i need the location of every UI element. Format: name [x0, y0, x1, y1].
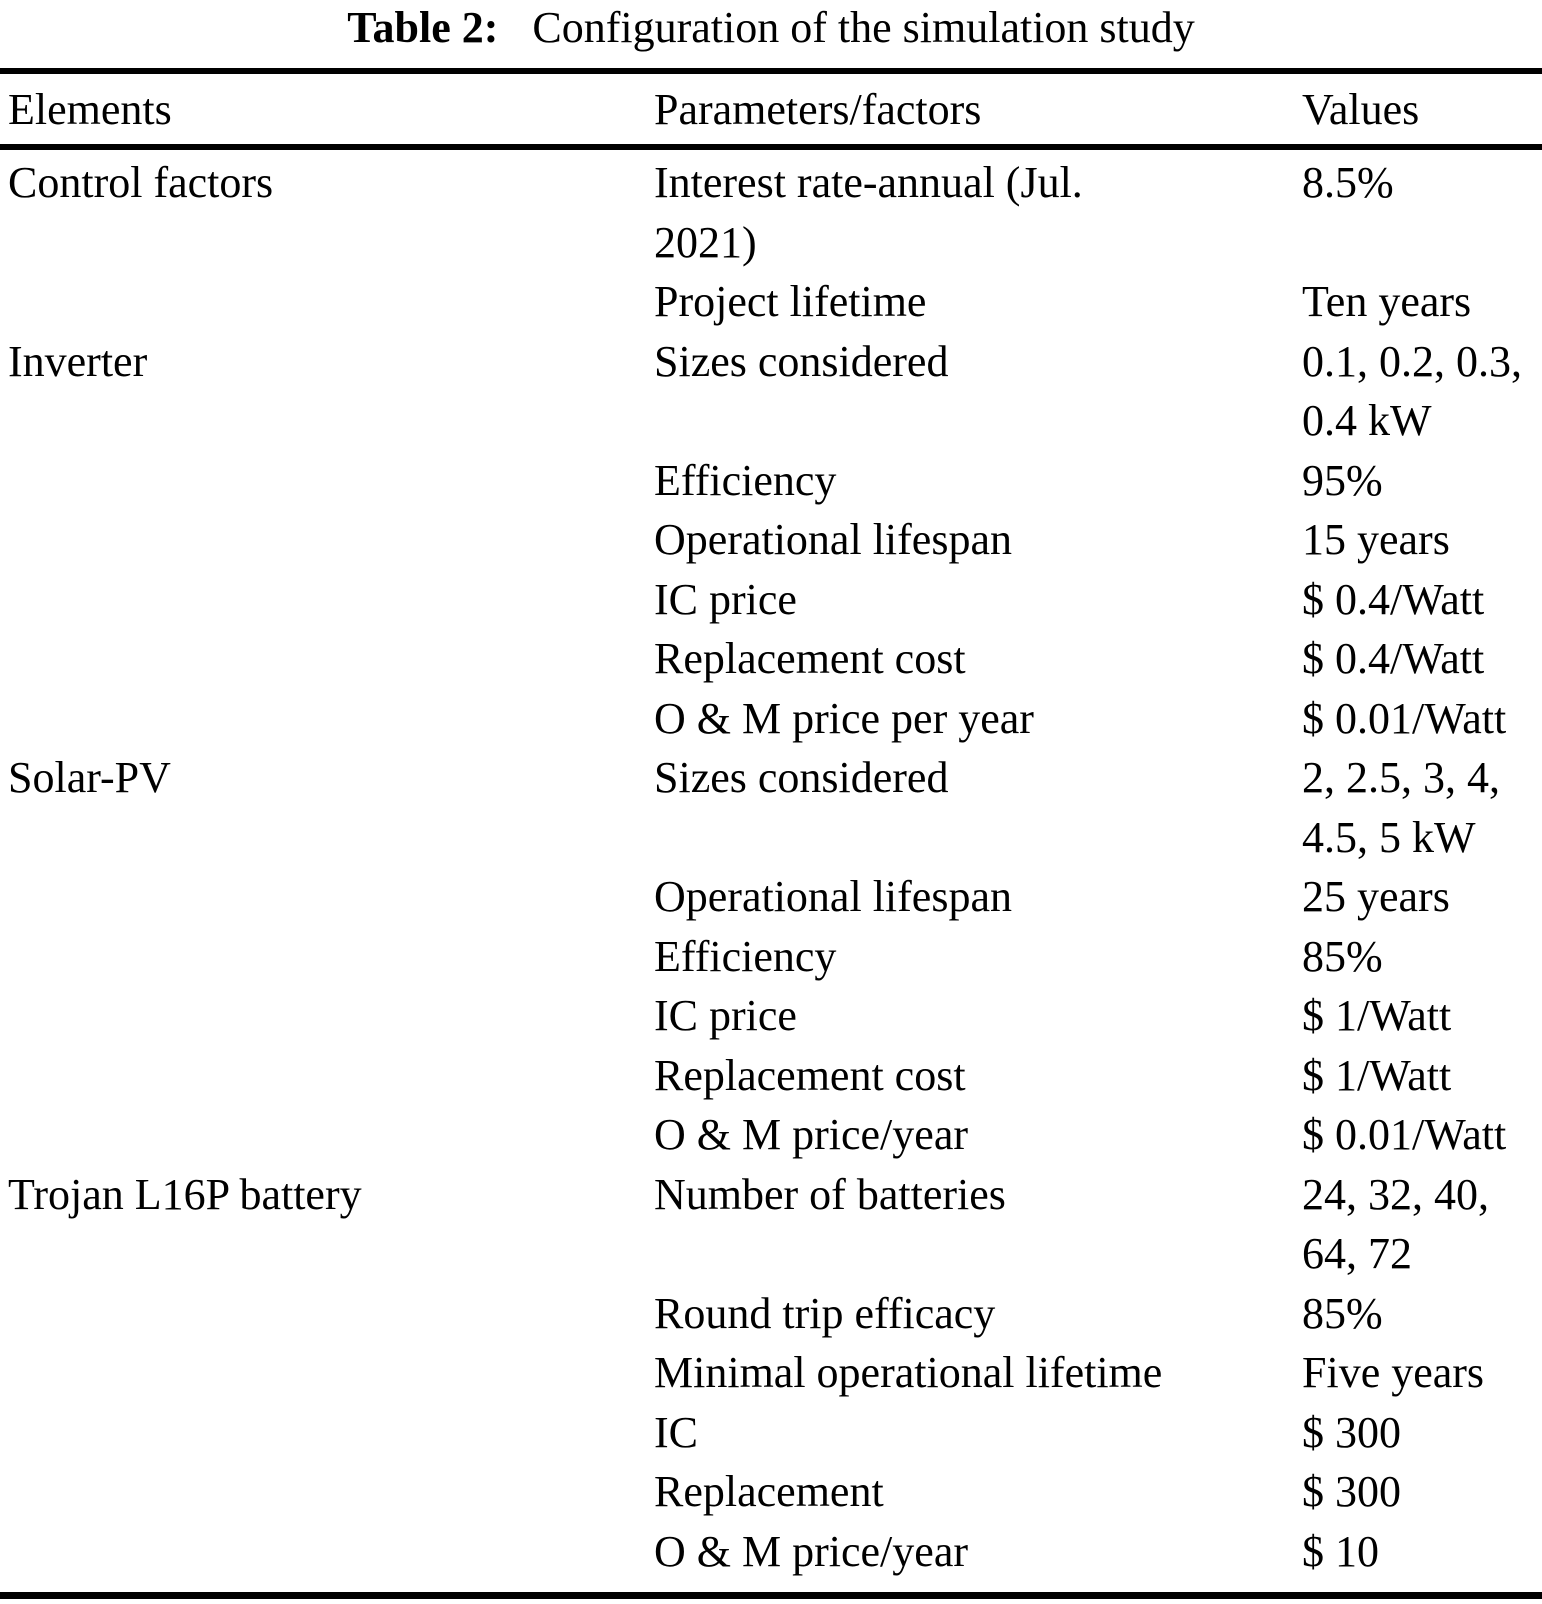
cell-line: O & M price/year [654, 1526, 968, 1576]
cell-line: O & M price/year [654, 1110, 968, 1159]
table-row [0, 986, 1542, 1046]
parameter-cell [654, 1403, 1302, 1463]
element-cell [8, 570, 654, 630]
element-cell [8, 1403, 654, 1463]
header-row [0, 80, 1542, 140]
element-cell [8, 986, 654, 1046]
value-cell [1302, 570, 1542, 630]
value-cell [1302, 1046, 1542, 1106]
value-cell [1302, 272, 1542, 332]
parameter-cell [654, 332, 1302, 451]
element-cell [8, 1284, 654, 1344]
cell-line: O & M price per year [654, 693, 1034, 743]
table-row [0, 689, 1542, 749]
table-row [0, 451, 1542, 511]
parameter-cell [654, 1462, 1302, 1522]
caption-text: Configuration of the simulation study [532, 3, 1195, 52]
element-cell [8, 748, 654, 867]
table-body [0, 153, 1542, 1581]
cell-line: $ 10 [1302, 1526, 1379, 1576]
cell-line: $ 1/Watt [1302, 991, 1452, 1040]
parameter-cell [654, 1105, 1302, 1165]
cell-line: $ 0.01/Watt [1302, 1110, 1507, 1159]
cell-line: 8.5% [1302, 158, 1394, 207]
cell-line: Ten years [1302, 277, 1472, 326]
cell-line: $ 0.01/Watt [1302, 693, 1507, 743]
parameter-cell [654, 510, 1302, 570]
caption-label: Table 2: [347, 3, 499, 52]
cell-line: Replacement cost [654, 634, 966, 683]
table-row [0, 1165, 1542, 1284]
value-cell [1302, 689, 1542, 749]
element-cell [8, 451, 654, 511]
table-row [0, 1046, 1542, 1106]
table-row [0, 867, 1542, 927]
cell-line: Sizes considered [654, 753, 949, 802]
cell-line: $ 0.4/Watt [1302, 634, 1485, 683]
element-cell [8, 1522, 654, 1582]
cell-line: 2021) [654, 217, 757, 267]
parameter-cell [654, 689, 1302, 749]
bottom-rule [0, 1592, 1542, 1599]
table-row [0, 272, 1542, 332]
parameter-cell [654, 570, 1302, 630]
table-row [0, 153, 1542, 272]
parameter-cell [654, 748, 1302, 867]
value-cell [1302, 748, 1542, 867]
parameter-cell [654, 1522, 1302, 1582]
parameter-cell [654, 986, 1302, 1046]
value-cell [1302, 867, 1542, 927]
element-cell [8, 927, 654, 987]
column-header-values: Values [1302, 85, 1420, 134]
cell-line: Inverter [8, 336, 148, 386]
cell-line: Five years [1302, 1348, 1485, 1397]
value-cell [1302, 629, 1542, 689]
cell-line: Efficiency [654, 931, 837, 981]
cell-line: Trojan L16P battery [8, 1169, 362, 1219]
element-cell [8, 272, 654, 332]
cell-line: Project lifetime [654, 277, 927, 326]
header-rule [0, 144, 1542, 150]
value-cell [1302, 1343, 1542, 1403]
parameter-cell [654, 1343, 1302, 1403]
value-cell [1302, 1105, 1542, 1165]
cell-line: Solar-PV [8, 753, 171, 802]
cell-line: Interest rate-annual (Jul. [654, 158, 1083, 207]
parameter-cell [654, 1284, 1302, 1344]
element-cell [8, 867, 654, 927]
parameter-cell [654, 1165, 1302, 1284]
cell-line: Efficiency [654, 455, 837, 505]
value-cell [1302, 332, 1542, 451]
cell-line: 24, 32, 40, [1302, 1169, 1489, 1219]
table-row [0, 1284, 1542, 1344]
value-cell [1302, 1462, 1542, 1522]
cell-line: Sizes considered [654, 336, 949, 386]
cell-line: $ 1/Watt [1302, 1050, 1452, 1100]
cell-line: Replacement cost [654, 1050, 966, 1100]
cell-line: $ 300 [1302, 1467, 1401, 1516]
value-cell [1302, 986, 1542, 1046]
parameter-cell [654, 867, 1302, 927]
cell-line: Replacement [654, 1467, 884, 1516]
cell-line: Minimal operational lifetime [654, 1348, 1163, 1397]
table-row [0, 629, 1542, 689]
cell-line: $ 300 [1302, 1407, 1401, 1457]
cell-line: 85% [1302, 931, 1383, 981]
parameter-cell [654, 629, 1302, 689]
element-cell [8, 1343, 654, 1403]
value-cell [1302, 1165, 1542, 1284]
element-cell [8, 1165, 654, 1284]
cell-line: 95% [1302, 455, 1383, 505]
value-cell [1302, 1403, 1542, 1463]
top-rule [0, 68, 1542, 74]
table-row [0, 1522, 1542, 1582]
element-cell [8, 1105, 654, 1165]
element-cell [8, 1462, 654, 1522]
value-cell [1302, 153, 1542, 272]
parameter-cell [654, 1046, 1302, 1106]
cell-line: Control factors [8, 158, 274, 207]
cell-line: IC price [654, 991, 797, 1040]
column-header-elements: Elements [8, 85, 172, 134]
column-header-parameters: Parameters/factors [654, 85, 982, 134]
element-cell [8, 629, 654, 689]
table-row [0, 1105, 1542, 1165]
table-row [0, 1462, 1542, 1522]
parameter-cell [654, 272, 1302, 332]
cell-line: 2, 2.5, 3, 4, [1302, 753, 1500, 802]
table-row [0, 748, 1542, 867]
cell-line: 0.1, 0.2, 0.3, [1302, 336, 1522, 386]
cell-line: 85% [1302, 1288, 1383, 1338]
value-cell [1302, 451, 1542, 511]
parameter-cell [654, 153, 1302, 272]
cell-line: 64, 72 [1302, 1229, 1412, 1278]
cell-line: Number of batteries [654, 1169, 1006, 1219]
cell-line: Operational lifespan [654, 515, 1012, 564]
cell-line: Operational lifespan [654, 872, 1012, 921]
value-cell [1302, 1522, 1542, 1582]
table-row [0, 1403, 1542, 1463]
element-cell [8, 510, 654, 570]
parameter-cell [654, 451, 1302, 511]
cell-line: 0.4 kW [1302, 396, 1432, 445]
value-cell [1302, 1284, 1542, 1344]
table-row [0, 510, 1542, 570]
cell-line: 4.5, 5 kW [1302, 812, 1476, 862]
table-row [0, 332, 1542, 451]
cell-line: 25 years [1302, 872, 1450, 921]
cell-line: 15 years [1302, 515, 1450, 564]
element-cell [8, 153, 654, 272]
value-cell [1302, 927, 1542, 987]
table-row [0, 927, 1542, 987]
element-cell [8, 332, 654, 451]
parameter-cell [654, 927, 1302, 987]
value-cell [1302, 510, 1542, 570]
element-cell [8, 1046, 654, 1106]
element-cell [8, 689, 654, 749]
table-row [0, 570, 1542, 630]
table-caption [0, 0, 1542, 56]
cell-line: IC price [654, 574, 797, 624]
table-row [0, 1343, 1542, 1403]
cell-line: IC [654, 1407, 698, 1457]
cell-line: $ 0.4/Watt [1302, 574, 1485, 624]
cell-line: Round trip efficacy [654, 1288, 996, 1338]
